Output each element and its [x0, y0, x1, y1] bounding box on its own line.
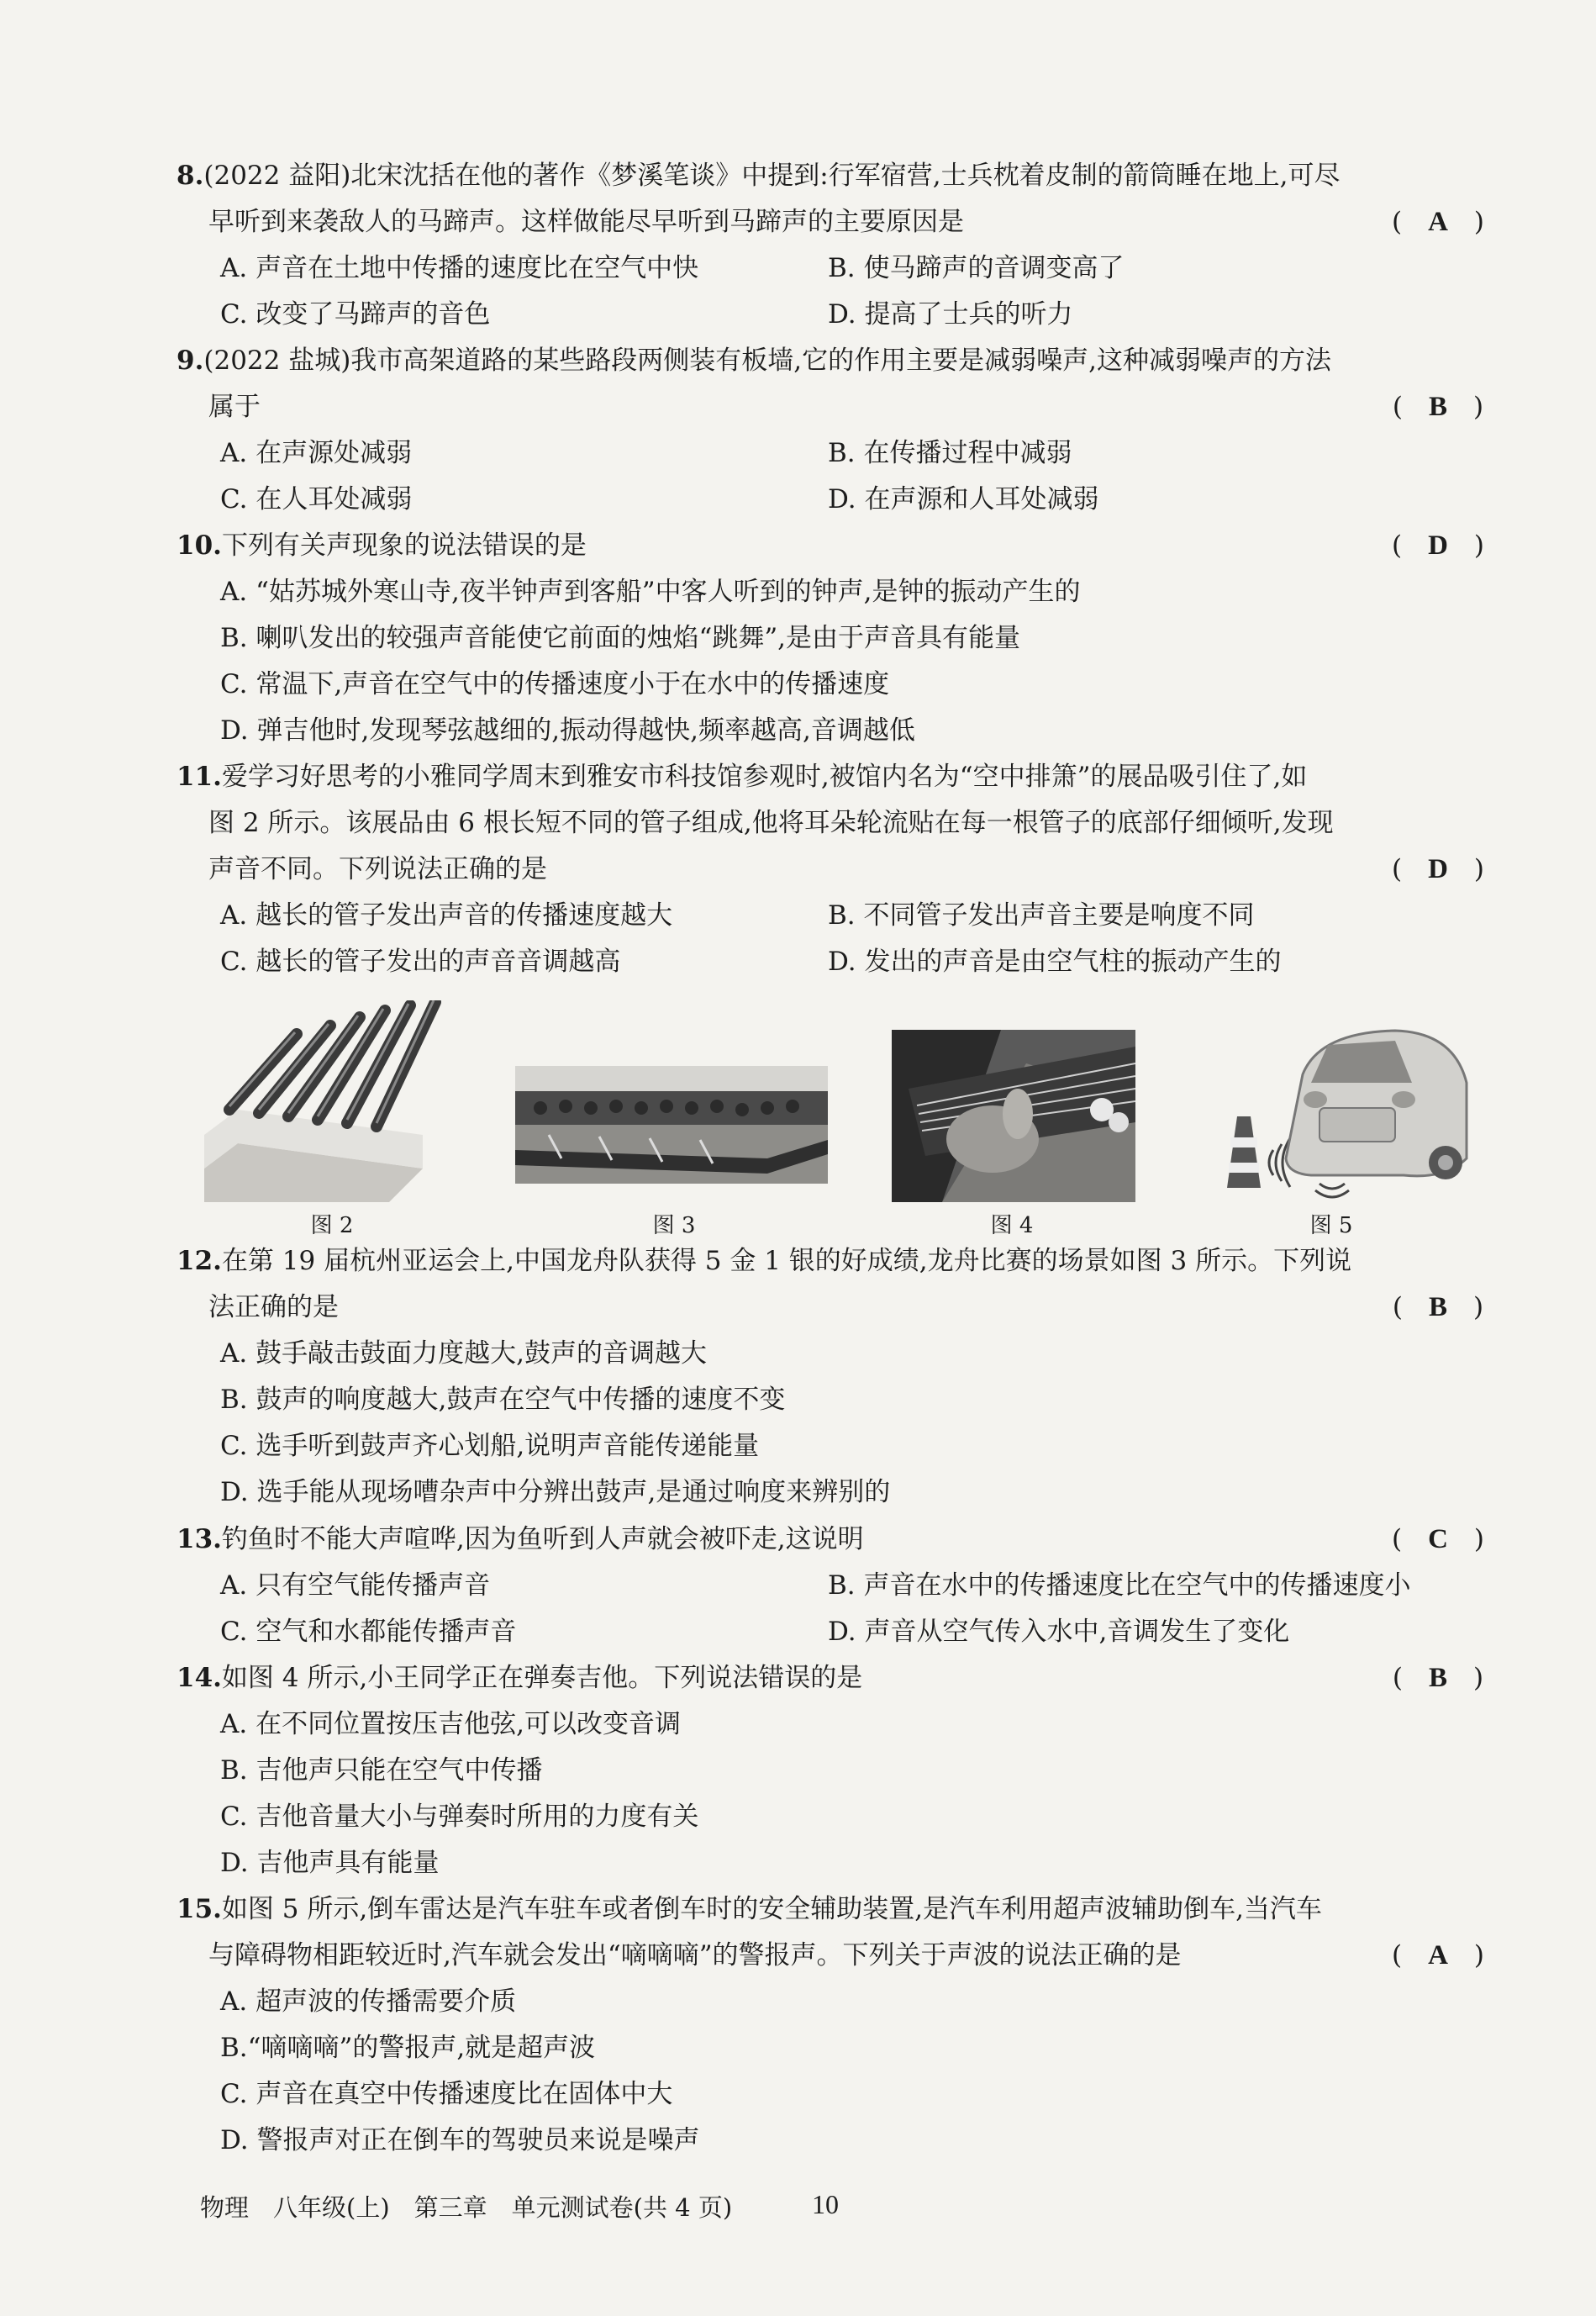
question-number: 15.: [176, 1894, 222, 1924]
option-d: D. 选手能从现场嘈杂声中分辨出鼓声,是通过响度来辨别的: [220, 1477, 891, 1507]
question-text: 法正确的是: [208, 1292, 339, 1322]
question-text: 下列有关声现象的说法错误的是: [221, 530, 587, 561]
figure-2-caption: 图 2: [310, 1213, 354, 1238]
option-c: C. 吉他音量大小与弹奏时所用的力度有关: [220, 1802, 699, 1832]
question-10: [176, 523, 1488, 754]
option-b: B.“嘀嘀嘀”的警报声,就是超声波: [220, 2033, 596, 2063]
question-number: 13.: [176, 1524, 222, 1554]
question-9: [176, 338, 1488, 523]
footer-text: 物理 八年级(上) 第三章 单元测试卷(共 4 页): [200, 2193, 733, 2222]
option-b: B. 鼓声的响度越大,鼓声在空气中传播的速度不变: [220, 1385, 786, 1415]
question-text: 钓鱼时不能大声喧哗,因为鱼听到人声就会被吓走,这说明: [221, 1524, 864, 1554]
answer-bracket: ( D ): [1391, 854, 1485, 884]
option-a: A. 超声波的传播需要介质: [220, 1986, 517, 2017]
option-a: A. “姑苏城外寒山寺,夜半钟声到客船”中客人听到的钟声,是钟的振动产生的: [220, 577, 1081, 607]
option-a: A. 声音在土地中传播的速度比在空气中快: [220, 253, 699, 283]
answer-letter: B: [1428, 1663, 1447, 1693]
option-a: A. 在不同位置按压吉他弦,可以改变音调: [220, 1709, 681, 1739]
question-number: 11.: [176, 762, 222, 792]
figure-4-caption: 图 4: [990, 1213, 1034, 1238]
option-d: D. 在声源和人耳处减弱: [828, 484, 1099, 514]
answer-letter: A: [1428, 1940, 1448, 1970]
option-c: C. 常温下,声音在空气中的传播速度小于在水中的传播速度: [220, 669, 890, 699]
option-c: C. 声音在真空中传播速度比在固体中大: [220, 2079, 673, 2109]
answer-letter: B: [1428, 1292, 1447, 1322]
option-a: A. 只有空气能传播声音: [220, 1570, 491, 1601]
option-d: D. 提高了士兵的听力: [828, 299, 1073, 330]
question-8: [176, 153, 1488, 338]
page-footer: [200, 2189, 1461, 2224]
answer-letter: B: [1428, 392, 1447, 422]
question-text: 爱学习好思考的小雅同学周末到雅安市科技馆参观时,被馆内名为“空中排箫”的展品吸引住了,如: [221, 762, 1308, 792]
question-number: 10.: [176, 530, 222, 561]
question-number: 9.: [176, 346, 204, 376]
option-d: D. 弹吉他时,发现琴弦越细的,振动得越快,频率越高,音调越低: [220, 715, 915, 746]
question-12: [176, 1238, 1488, 1516]
figure-5-caption: 图 5: [1309, 1213, 1353, 1238]
option-a: A. 越长的管子发出声音的传播速度越大: [220, 900, 673, 931]
question-text: (2022 盐城)我市高架道路的某些路段两侧装有板墙,它的作用主要是减弱噪声,这种减弱噪声的方法: [203, 346, 1332, 376]
answer-bracket: ( C ): [1391, 1524, 1485, 1554]
figure-3-dragon-boat-image: [515, 1066, 828, 1184]
question-text: 声音不同。下列说法正确的是: [208, 854, 547, 884]
option-c: C. 越长的管子发出的声音音调越高: [220, 947, 621, 977]
answer-bracket: ( B ): [1392, 1663, 1484, 1693]
page-number: 10: [812, 2189, 839, 2219]
answer-letter: C: [1428, 1524, 1448, 1554]
question-15: [176, 1886, 1488, 2164]
question-13: [176, 1517, 1488, 1655]
figure-2-pan-pipes-image: [204, 1000, 456, 1202]
answer-bracket: ( A ): [1391, 1940, 1485, 1970]
question-text: 在第 19 届杭州亚运会上,中国龙舟队获得 5 金 1 银的好成绩,龙舟比赛的场景如图 3 所示。下列说: [221, 1246, 1352, 1276]
answer-bracket: ( D ): [1391, 530, 1485, 561]
question-text: 如图 4 所示,小王同学正在弹奏吉他。下列说法错误的是: [221, 1663, 863, 1693]
option-d: D. 警报声对正在倒车的驾驶员来说是噪声: [220, 2125, 700, 2155]
option-b: B. 声音在水中的传播速度比在空气中的传播速度小: [828, 1570, 1411, 1601]
answer-letter: D: [1428, 854, 1448, 884]
option-d: D. 吉他声具有能量: [220, 1848, 440, 1878]
question-number: 8.: [176, 161, 204, 191]
answer-letter: D: [1428, 530, 1448, 561]
question-text: (2022 益阳)北宋沈括在他的著作《梦溪笔谈》中提到:行军宿营,士兵枕着皮制的箭筒睡在地上,可尽: [203, 161, 1341, 191]
question-text: 与障碍物相距较近时,汽车就会发出“嘀嘀嘀”的警报声。下列关于声波的说法正确的是: [208, 1940, 1182, 1970]
answer-bracket: ( B ): [1392, 1292, 1484, 1322]
question-14: [176, 1655, 1488, 1886]
option-b: B. 使马蹄声的音调变高了: [828, 253, 1125, 283]
option-b: B. 喇叭发出的较强声音能使它前面的烛焰“跳舞”,是由于声音具有能量: [220, 623, 1021, 653]
answer-bracket: ( B ): [1392, 392, 1484, 422]
option-a: A. 在声源处减弱: [220, 438, 413, 468]
option-c: C. 选手听到鼓声齐心划船,说明声音能传递能量: [220, 1431, 760, 1461]
option-b: B. 吉他声只能在空气中传播: [220, 1755, 543, 1786]
answer-bracket: ( A ): [1391, 207, 1485, 237]
question-text: 属于: [208, 392, 261, 422]
figure-4-guitar-image: [892, 1030, 1135, 1202]
question-11: [176, 754, 1488, 985]
option-d: D. 声音从空气传入水中,音调发生了变化: [828, 1617, 1290, 1647]
question-text: 如图 5 所示,倒车雷达是汽车驻车或者倒车时的安全辅助装置,是汽车利用超声波辅助倒车,当汽车: [221, 1894, 1322, 1924]
option-c: C. 在人耳处减弱: [220, 484, 413, 514]
question-number: 12.: [176, 1246, 222, 1276]
question-number: 14.: [176, 1663, 222, 1693]
question-text: 图 2 所示。该展品由 6 根长短不同的管子组成,他将耳朵轮流贴在每一根管子的底部仔细倾听,发现: [208, 808, 1334, 838]
question-text: 早听到来袭敌人的马蹄声。这样做能尽早听到马蹄声的主要原因是: [208, 207, 964, 237]
option-b: B. 在传播过程中减弱: [828, 438, 1072, 468]
option-c: C. 改变了马蹄声的音色: [220, 299, 491, 330]
option-b: B. 不同管子发出声音主要是响度不同: [828, 900, 1255, 931]
option-d: D. 发出的声音是由空气柱的振动产生的: [828, 947, 1282, 977]
figure-3-caption: 图 3: [652, 1213, 696, 1238]
figure-5-parking-radar-image: [1193, 1024, 1471, 1205]
option-c: C. 空气和水都能传播声音: [220, 1617, 517, 1647]
option-a: A. 鼓手敲击鼓面力度越大,鼓声的音调越大: [220, 1338, 707, 1369]
answer-letter: A: [1428, 207, 1448, 237]
